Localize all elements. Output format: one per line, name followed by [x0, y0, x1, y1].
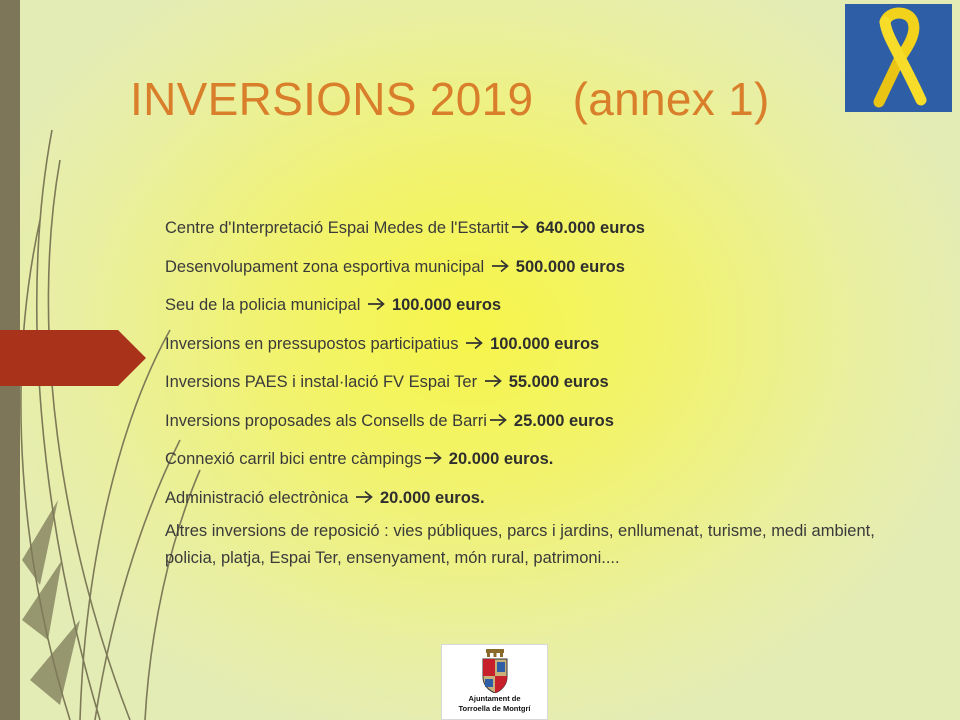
item-value: 500.000 euros [515, 257, 625, 276]
item-label: Administració electrònica [165, 488, 353, 507]
list-item [165, 255, 895, 294]
right-arrow-icon [355, 490, 375, 504]
item-value: 20.000 euros. [380, 488, 485, 507]
item-label: Connexió carril bici entre càmpings [165, 450, 422, 468]
item-value: 55.000 euros [508, 373, 609, 391]
right-arrow-icon [491, 259, 511, 273]
other-investments-text: Altres inversions de reposició : vies públiques, parcs i jardins, enllumenat, turisme, medi ambient, policia, platja, Espai Ter, ensenyament, món rural, patrimoni.... [165, 522, 875, 567]
item-label: Inversions PAES i instal·lació FV Espai Ter [165, 373, 482, 391]
item-value: 25.000 euros [513, 411, 614, 430]
ribbon-badge [845, 4, 952, 112]
page-title: INVERSIONS 2019 (annex 1) [130, 73, 770, 125]
list-item [165, 216, 895, 255]
right-arrow-icon [511, 220, 531, 234]
investment-list [165, 216, 895, 572]
right-arrow-icon [424, 451, 444, 465]
item-value: 640.000 euros [535, 219, 645, 237]
municipal-crest-icon [480, 649, 510, 693]
right-arrow-icon [465, 336, 485, 350]
arrow-tab-shape [0, 330, 146, 386]
item-label: Centre d'Interpretació Espai Medes de l'Estartit [165, 219, 509, 237]
item-value: 100.000 euros [391, 296, 502, 314]
list-item [165, 370, 895, 409]
list-item [165, 447, 895, 486]
list-item [165, 332, 895, 371]
logo-line-1: Ajuntament de [468, 694, 521, 703]
item-label: Desenvolupament zona esportiva municipal [165, 257, 489, 276]
item-value: 100.000 euros [490, 334, 600, 353]
yellow-ribbon-icon [845, 4, 952, 112]
item-value: 20.000 euros. [448, 450, 554, 468]
list-item [165, 293, 895, 332]
right-arrow-icon [489, 413, 509, 427]
right-arrow-icon [484, 374, 504, 388]
item-label: Inversions proposades als Consells de Barri [165, 411, 487, 430]
right-arrow-icon [367, 297, 387, 311]
logo-line-2: Torroella de Montgrí [458, 704, 531, 713]
list-item [165, 409, 895, 448]
item-label: Inversions en pressupostos participatius [165, 334, 464, 353]
item-label: Seu de la policia municipal [165, 296, 365, 314]
municipal-logo [441, 644, 548, 720]
